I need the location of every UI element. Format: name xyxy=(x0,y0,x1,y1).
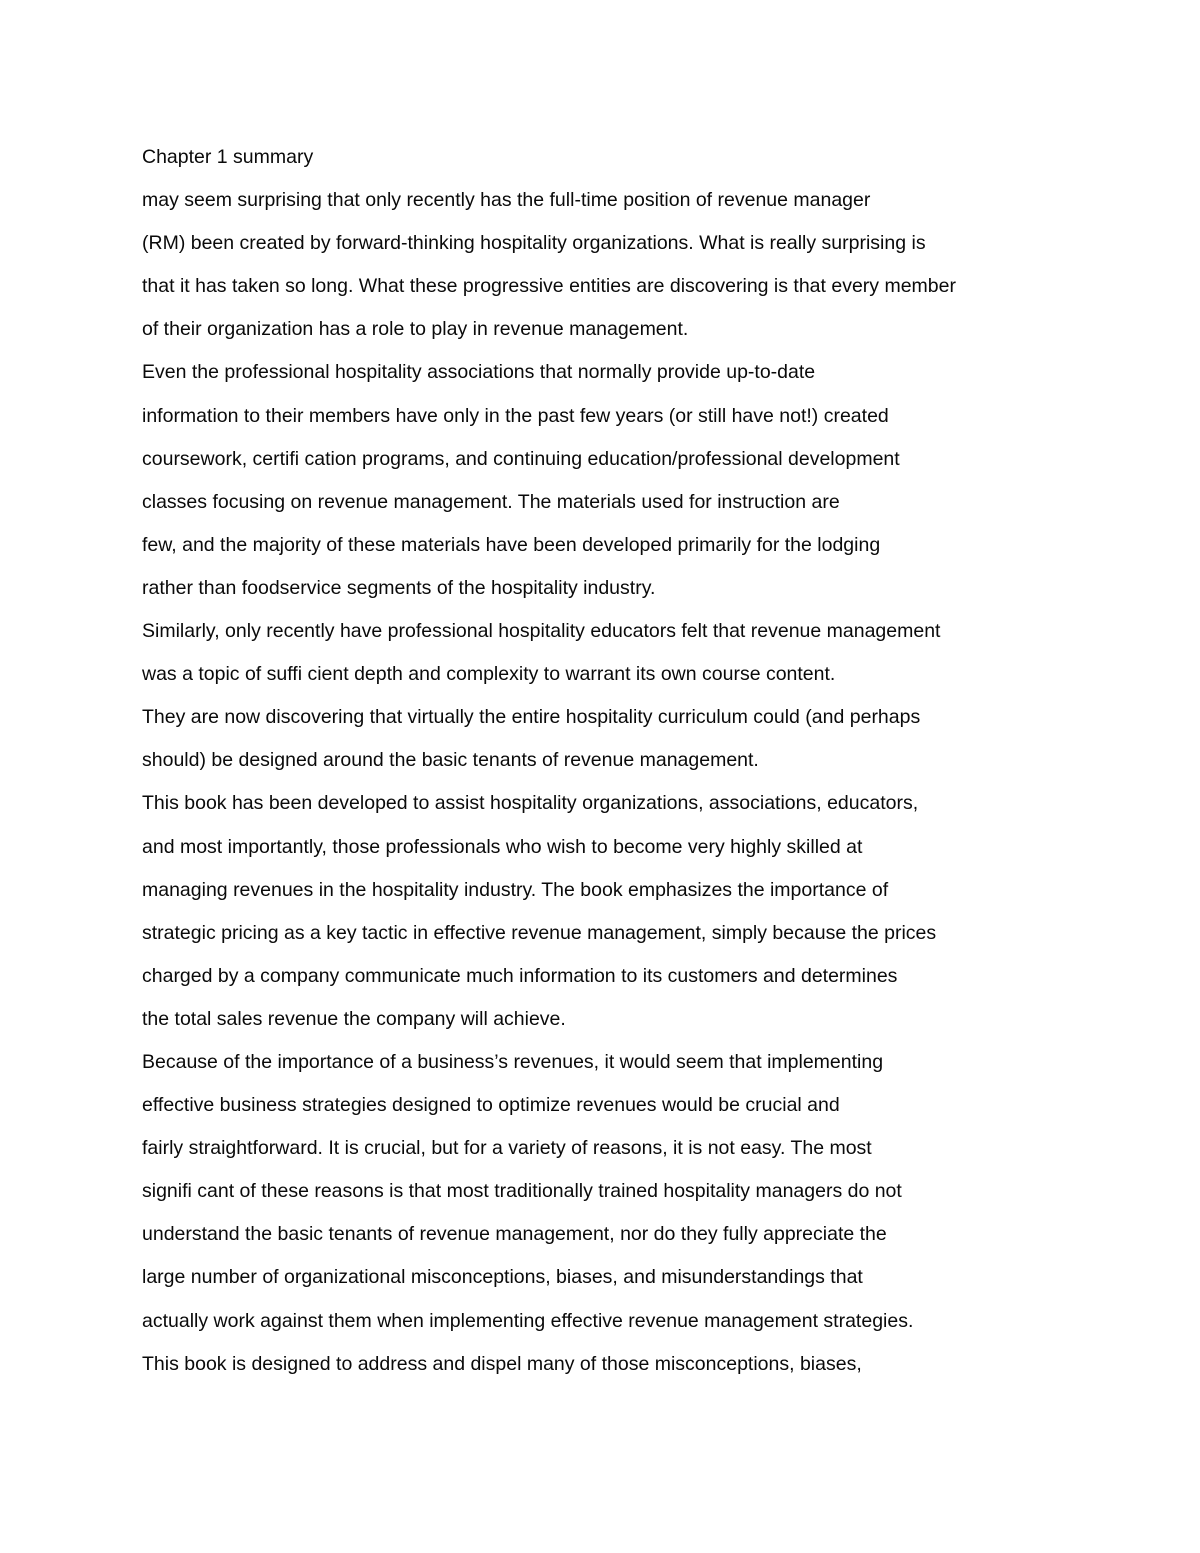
text-line: fairly straightforward. It is crucial, but for a variety of reasons, it is not easy. The most xyxy=(142,1137,872,1160)
text-line: Because of the importance of a business’s revenues, it would seem that implementing xyxy=(142,1050,884,1073)
text-line: should) be designed around the basic tenants of revenue management. xyxy=(142,749,759,772)
text-line: They are now discovering that virtually the entire hospitality curriculum could (and perhaps xyxy=(142,706,921,729)
text-line: signifi cant of these reasons is that most traditionally trained hospitality managers do not xyxy=(142,1180,902,1203)
text-line: few, and the majority of these materials have been developed primarily for the lodging xyxy=(142,533,881,556)
text-line: was a topic of suffi cient depth and complexity to warrant its own course content. xyxy=(142,663,836,686)
text-line: (RM) been created by forward-thinking hospitality organizations. What is really surprising is xyxy=(142,232,926,255)
text-line: and most importantly, those professionals who wish to become very highly skilled at xyxy=(142,835,863,858)
text-line: effective business strategies designed to optimize revenues would be crucial and xyxy=(142,1094,840,1117)
text-line: rather than foodservice segments of the hospitality industry. xyxy=(142,576,656,599)
text-line: that it has taken so long. What these progressive entities are discovering is that every member xyxy=(142,275,956,298)
document-body xyxy=(142,136,1142,1386)
text-line: coursework, certifi cation programs, and continuing education/professional development xyxy=(142,447,900,470)
text-line: charged by a company communicate much information to its customers and determines xyxy=(142,964,898,987)
text-line: classes focusing on revenue management. The materials used for instruction are xyxy=(142,490,840,513)
text-line: strategic pricing as a key tactic in effective revenue management, simply because the prices xyxy=(142,921,937,944)
text-line: of their organization has a role to play in revenue management. xyxy=(142,318,689,341)
text-line: understand the basic tenants of revenue management, nor do they fully appreciate the xyxy=(142,1223,887,1246)
text-line: managing revenues in the hospitality industry. The book emphasizes the importance of xyxy=(142,878,889,901)
text-line: large number of organizational misconceptions, biases, and misunderstandings that xyxy=(142,1266,863,1289)
text-line: information to their members have only in the past few years (or still have not!) created xyxy=(142,404,889,427)
text-line: This book is designed to address and dispel many of those misconceptions, biases, xyxy=(142,1352,862,1375)
text-line: may seem surprising that only recently has the full-time position of revenue manager xyxy=(142,189,871,212)
text-line: the total sales revenue the company will achieve. xyxy=(142,1007,566,1030)
text-line: Similarly, only recently have professional hospitality educators felt that revenue management xyxy=(142,620,941,643)
text-line: Even the professional hospitality associations that normally provide up-to-date xyxy=(142,361,816,384)
text-line: actually work against them when implementing effective revenue management strategies. xyxy=(142,1309,914,1332)
text-line: This book has been developed to assist hospitality organizations, associations, educators, xyxy=(142,792,919,815)
document-title: Chapter 1 summary xyxy=(142,146,314,168)
